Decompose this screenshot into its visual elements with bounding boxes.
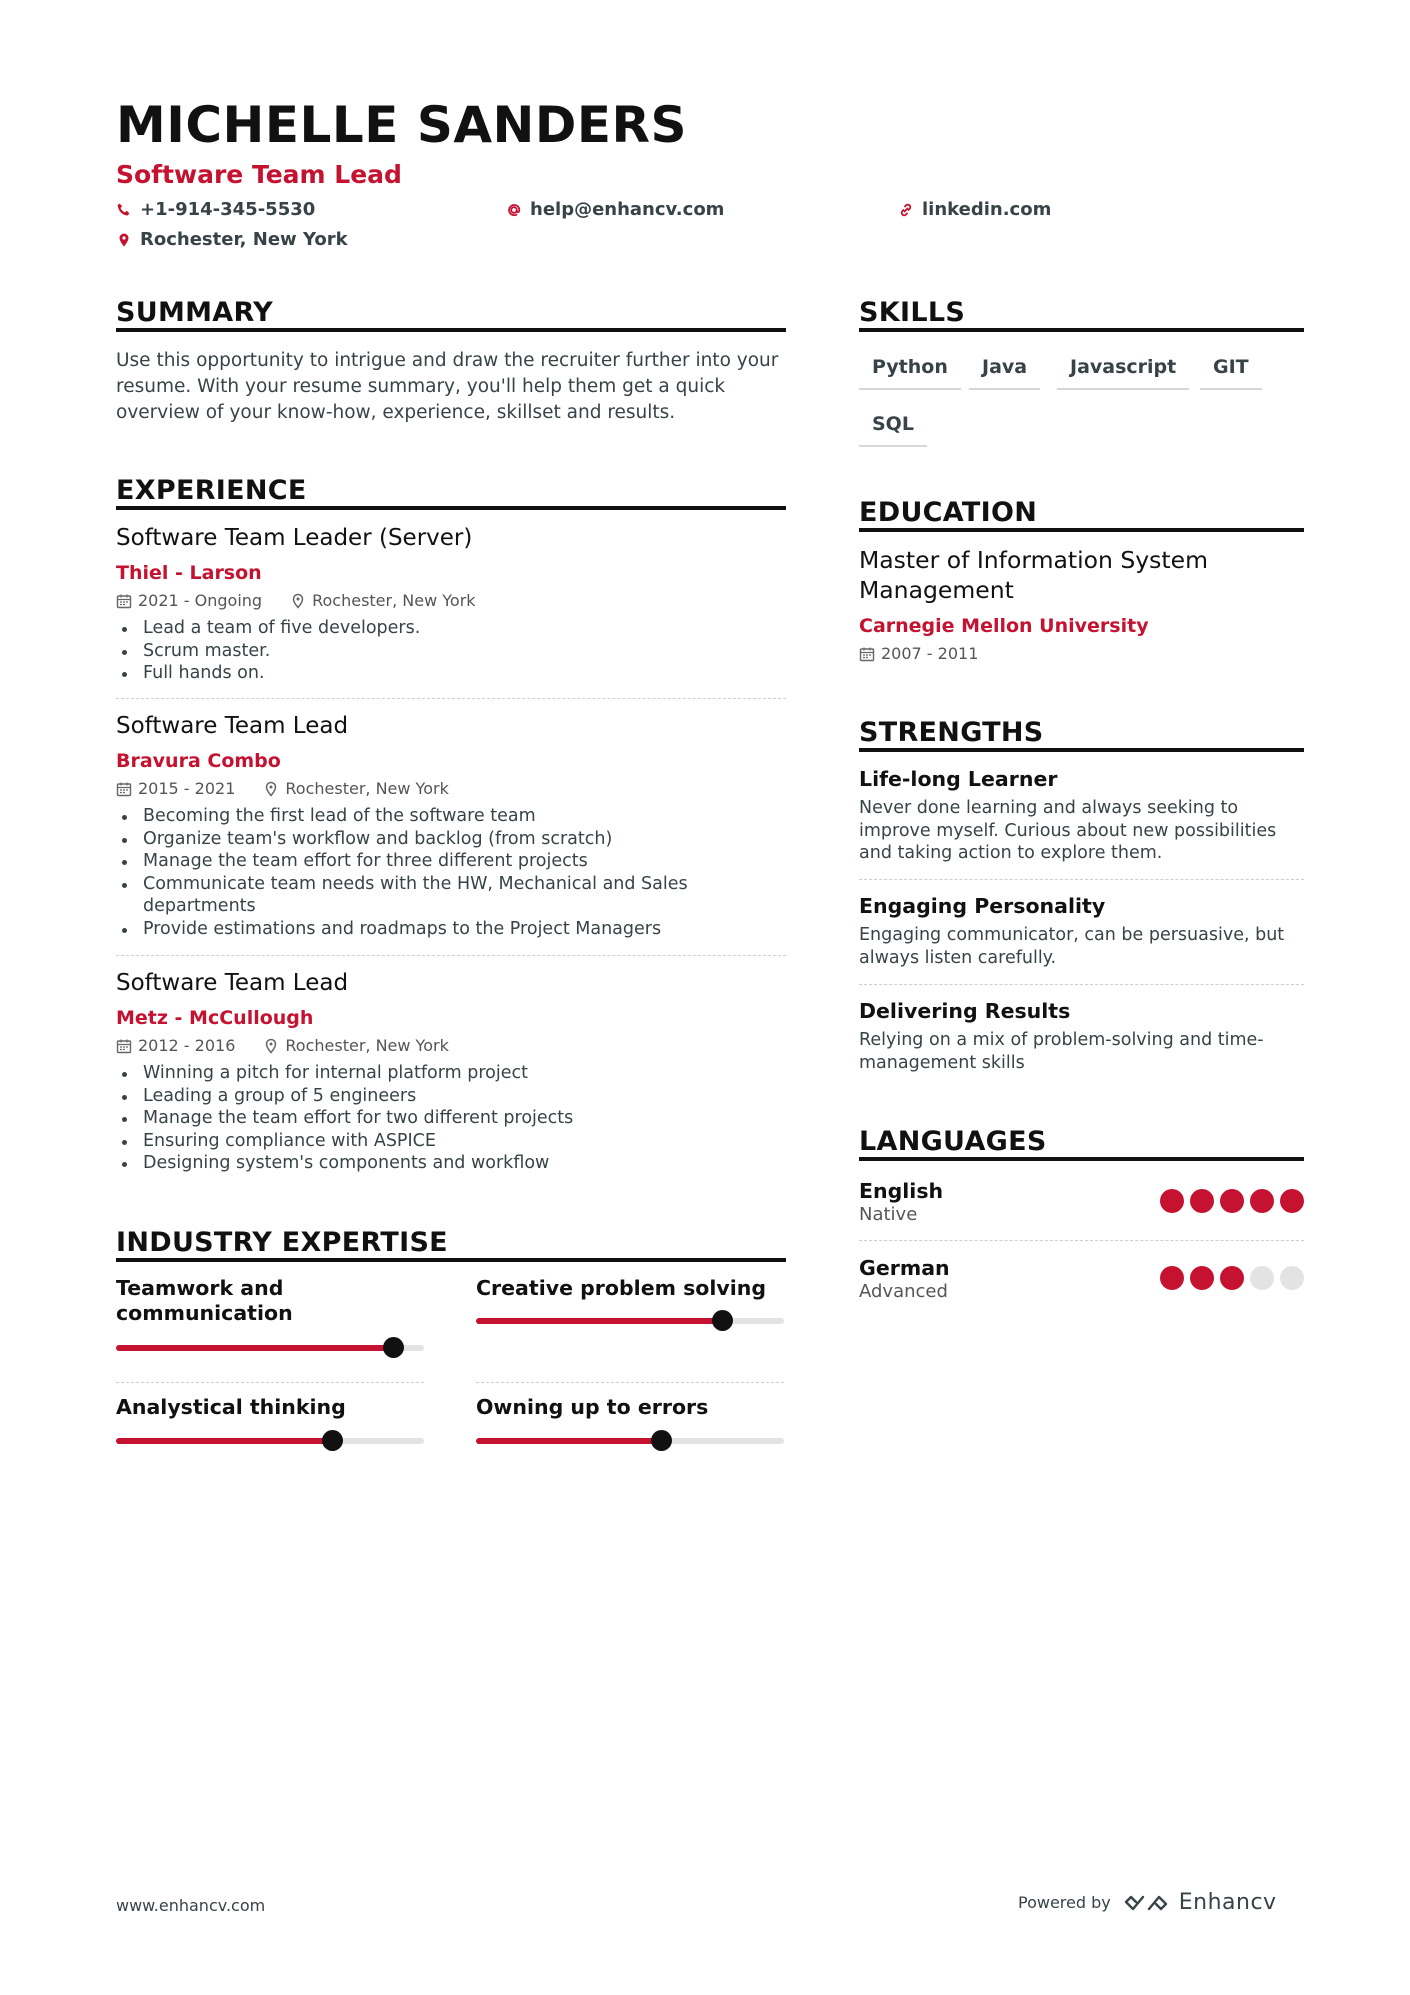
rating-dot	[1250, 1189, 1274, 1213]
location-pin-icon	[263, 1038, 279, 1054]
link-text: linkedin.com	[922, 199, 1052, 220]
contact-location	[116, 231, 348, 249]
enhancv-logo-icon	[1123, 1891, 1169, 1915]
location-pin-icon	[263, 781, 279, 797]
candidate-name: MICHELLE SANDERS	[116, 96, 688, 154]
calendar-icon	[116, 781, 132, 797]
language-name: German	[859, 1256, 950, 1280]
bullet-item: Provide estimations and roadmaps to the Project Managers	[116, 918, 786, 941]
summary-text: Use this opportunity to intrigue and draw the recruiter further into your resume. With your resume summary, you'll help them get a quick overview of your know-how, experience, skillset and results.	[116, 350, 779, 423]
strength-title: Delivering Results	[859, 999, 1071, 1023]
strength-item	[859, 998, 1304, 1074]
job-location: Rochester, New York	[285, 1036, 449, 1055]
job-bullets	[116, 805, 786, 941]
expertise-bar	[476, 1318, 784, 1324]
bullet-item: Becoming the first lead of the software team	[116, 805, 786, 828]
skill-tag: Python	[859, 356, 961, 390]
languages-rule	[859, 1157, 1304, 1161]
strength-divider	[859, 984, 1304, 985]
language-level: Native	[859, 1204, 918, 1225]
strengths-rule	[859, 748, 1304, 752]
expertise-item	[116, 1395, 424, 1420]
phone-text: +1-914-345-5530	[140, 199, 316, 220]
rating-dot	[1220, 1189, 1244, 1213]
education-rule	[859, 528, 1304, 532]
bullet-item: Designing system's components and workflow	[116, 1152, 786, 1175]
strength-desc: Engaging communicator, can be persuasive, but always listen carefully.	[859, 925, 1285, 968]
bullet-item: Organize team's workflow and backlog (from scratch)	[116, 828, 786, 851]
skills-rule	[859, 328, 1304, 332]
location-pin-icon	[116, 232, 132, 248]
rating-dot	[1190, 1266, 1214, 1290]
experience-heading: EXPERIENCE	[116, 475, 307, 506]
strengths-heading: STRENGTHS	[859, 717, 1044, 748]
skill-tag: Javascript	[1057, 356, 1189, 390]
email-text: help@enhancv.com	[530, 199, 725, 220]
summary-rule	[116, 328, 786, 332]
rating-dot	[1160, 1189, 1184, 1213]
job-meta	[116, 779, 786, 799]
expertise-heading: INDUSTRY EXPERTISE	[116, 1227, 448, 1258]
language-rating	[1160, 1266, 1304, 1290]
skill-tag: Java	[969, 356, 1040, 390]
expertise-bar	[476, 1438, 784, 1444]
job-location: Rochester, New York	[312, 591, 476, 610]
contact-link[interactable]	[898, 201, 1051, 219]
job-divider	[116, 698, 786, 699]
expertise-bar-fill	[116, 1345, 393, 1351]
expertise-divider	[476, 1382, 784, 1383]
expertise-bar-knob	[712, 1310, 733, 1331]
expertise-label: Teamwork and communication	[116, 1276, 293, 1325]
skill-tag: SQL	[859, 413, 927, 447]
candidate-role: Software Team Lead	[116, 160, 402, 189]
expertise-item	[116, 1276, 424, 1326]
job-divider	[116, 955, 786, 956]
job-dates: 2012 - 2016	[138, 1036, 236, 1055]
job-dates: 2021 - Ongoing	[138, 591, 263, 610]
expertise-bar-fill	[476, 1318, 722, 1324]
expertise-divider	[116, 1382, 424, 1383]
expertise-label: Owning up to errors	[476, 1395, 709, 1419]
bullet-item: Scrum master.	[116, 640, 786, 663]
rating-dot	[1250, 1266, 1274, 1290]
job-bullets	[116, 1062, 786, 1175]
job-company: Metz - McCullough	[116, 1007, 314, 1029]
job-entry	[116, 523, 786, 685]
expertise-bar-knob	[651, 1430, 672, 1451]
job-dates: 2015 - 2021	[138, 779, 236, 798]
strength-desc: Relying on a mix of problem-solving and time-management skills	[859, 1030, 1264, 1073]
brand-logo[interactable]	[1123, 1890, 1277, 1915]
strength-item	[859, 766, 1304, 865]
job-entry	[116, 968, 786, 1175]
job-title: Software Team Lead	[116, 970, 349, 996]
language-item	[859, 1256, 1304, 1304]
rating-dot	[1190, 1189, 1214, 1213]
summary-heading: SUMMARY	[116, 297, 273, 328]
strength-title: Life-long Learner	[859, 767, 1058, 791]
job-company: Bravura Combo	[116, 750, 281, 772]
expertise-bar-knob	[383, 1337, 404, 1358]
contact-phone[interactable]	[116, 201, 315, 219]
rating-dot	[1160, 1266, 1184, 1290]
languages-heading: LANGUAGES	[859, 1126, 1047, 1157]
education-dates-row	[859, 644, 978, 664]
strength-item	[859, 893, 1304, 969]
rating-dot	[1280, 1266, 1304, 1290]
language-item	[859, 1179, 1304, 1227]
bullet-item: Leading a group of 5 engineers	[116, 1085, 786, 1108]
job-company: Thiel - Larson	[116, 562, 262, 584]
job-title: Software Team Leader (Server)	[116, 525, 473, 551]
job-entry	[116, 711, 786, 941]
at-icon	[506, 202, 522, 218]
strength-divider	[859, 879, 1304, 880]
expertise-bar-fill	[476, 1438, 661, 1444]
bullet-item: Ensuring compliance with ASPICE	[116, 1130, 786, 1153]
calendar-icon	[116, 593, 132, 609]
language-divider	[859, 1240, 1304, 1241]
expertise-item	[476, 1276, 784, 1301]
powered-by-text: Powered by	[1018, 1893, 1111, 1912]
expertise-rule	[116, 1258, 786, 1262]
link-icon	[898, 202, 914, 218]
bullet-item: Full hands on.	[116, 662, 786, 685]
expertise-bar-knob	[322, 1430, 343, 1451]
job-title: Software Team Lead	[116, 713, 349, 739]
bullet-item: Manage the team effort for three different projects	[116, 850, 786, 873]
brand-name: Enhancv	[1178, 1890, 1277, 1915]
strength-desc: Never done learning and always seeking to improve myself. Curious about new possibilities and taking action to explore them.	[859, 798, 1277, 864]
bullet-item: Manage the team effort for two different projects	[116, 1107, 786, 1130]
footer-site[interactable]: www.enhancv.com	[116, 1896, 266, 1915]
location-text: Rochester, New York	[140, 229, 348, 250]
expertise-item	[476, 1395, 784, 1420]
skills-heading: SKILLS	[859, 297, 966, 328]
education-heading: EDUCATION	[859, 497, 1038, 528]
rating-dot	[1220, 1266, 1244, 1290]
skill-tag: GIT	[1200, 356, 1262, 390]
bullet-item: Winning a pitch for internal platform project	[116, 1062, 786, 1085]
calendar-icon	[116, 1038, 132, 1054]
job-meta	[116, 1036, 786, 1056]
strength-title: Engaging Personality	[859, 894, 1106, 918]
contact-email[interactable]	[506, 201, 724, 219]
language-name: English	[859, 1179, 944, 1203]
language-rating	[1160, 1189, 1304, 1213]
education-dates: 2007 - 2011	[881, 644, 979, 663]
expertise-bar	[116, 1438, 424, 1444]
rating-dot	[1280, 1189, 1304, 1213]
footer-powered	[1018, 1890, 1277, 1915]
expertise-label: Creative problem solving	[476, 1276, 767, 1300]
bullet-item: Lead a team of five developers.	[116, 617, 786, 640]
job-location: Rochester, New York	[285, 779, 449, 798]
expertise-label: Analystical thinking	[116, 1395, 346, 1419]
phone-icon	[116, 202, 132, 218]
expertise-bar	[116, 1345, 424, 1351]
language-level: Advanced	[859, 1281, 948, 1302]
job-meta	[116, 591, 786, 611]
bullet-item: Communicate team needs with the HW, Mechanical and Sales departments	[116, 873, 786, 918]
education-school: Carnegie Mellon University	[859, 615, 1149, 637]
location-pin-icon	[290, 593, 306, 609]
calendar-icon	[859, 646, 875, 662]
experience-rule	[116, 506, 786, 510]
education-degree: Master of Information System Management	[859, 546, 1208, 604]
expertise-bar-fill	[116, 1438, 332, 1444]
job-bullets	[116, 617, 786, 685]
